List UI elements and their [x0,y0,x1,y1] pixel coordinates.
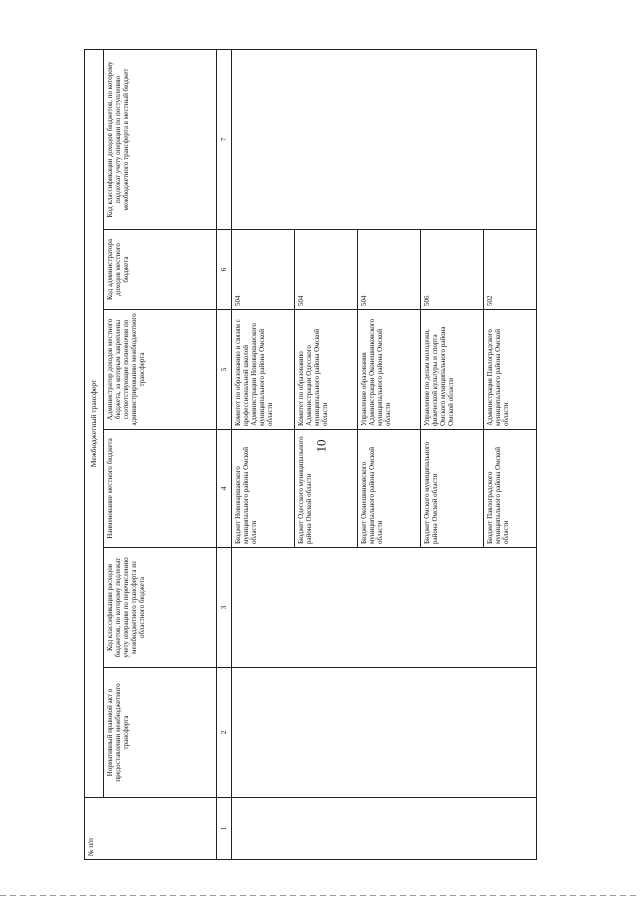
header-num: № п/п [85,798,217,860]
empty-cell [232,668,537,798]
admin-code: 504 [232,230,295,309]
administrator: Управление образования Администрации Оконешниковского муниципального района Омской области [358,310,421,429]
empty-cell [232,548,537,668]
budget-name: Бюджет Павлоградского муниципального района Омской области [486,446,510,544]
header-expense-code: Код классификации расходов бюджетов, по которому подлежат учету операции по перечислению межбюджетного трансферта из областного бюджета [104,548,217,668]
admin-code: 502 [486,295,494,306]
administrator: Управление по делам молодежи, физической культуры и спорта Омского муниципального района Омской области [421,310,484,429]
header-administrator: Администратор доходов местного бюджета, за которым закреплены соответствующие полномочия по администрированию межбюджетного трансферта [104,310,217,430]
column-number: 1 [217,798,232,860]
admin-code: 506 [421,230,484,309]
column-number: 2 [217,668,232,798]
budget-name: Бюджет Омского муниципального района Омской области [421,430,484,547]
column-number: 3 [217,548,232,668]
scan-edge-line [0,895,640,896]
column-number: 4 [217,430,232,548]
header-income-code: Код классификации доходов бюджетов, по которому подлежат учету операции по поступлению межбюджетного трансферта в местный бюджет [104,49,217,229]
administrator: Комитет по образованию Администрации Одесского муниципального района Омской области [295,310,358,429]
rotated-table-sheet [84,50,524,860]
empty-cell [232,49,537,229]
admin-code: 504 [295,230,358,309]
super-header: Межбюджетный трансферт [85,49,104,797]
empty-cell [232,798,537,860]
admin-code-cell [232,230,537,310]
budget-name: Бюджет Оконешниковского муниципального района Омской области [358,430,421,547]
budget-name-cell [232,430,537,548]
admin-code: 504 [358,230,421,309]
column-number: 7 [217,49,232,229]
intergovernmental-transfer-table [84,49,537,860]
header-act: Нормативный правовой акт о предоставлении межбюджетного трансферта [104,668,217,798]
budget-name: Бюджет Нововаршавского муниципального района Омской области [232,430,295,547]
header-budget-name: Наименование местного бюджета [104,430,217,548]
column-number: 6 [217,230,232,310]
page-number: 10 [313,439,329,453]
budget-name: Бюджет Одесского муниципального района Омской области [295,430,358,547]
column-number: 5 [217,310,232,430]
administrator: Комитет по образованию и связям с профессиональной школой Администрации Нововаршавского муниципального района Омской области [232,310,295,429]
administrator-cell [232,310,537,430]
header-admin-code: Код администратора доходов местного бюджета [104,230,217,310]
administrator: Администрация Павлоградского муниципального района Омской области [486,328,510,426]
